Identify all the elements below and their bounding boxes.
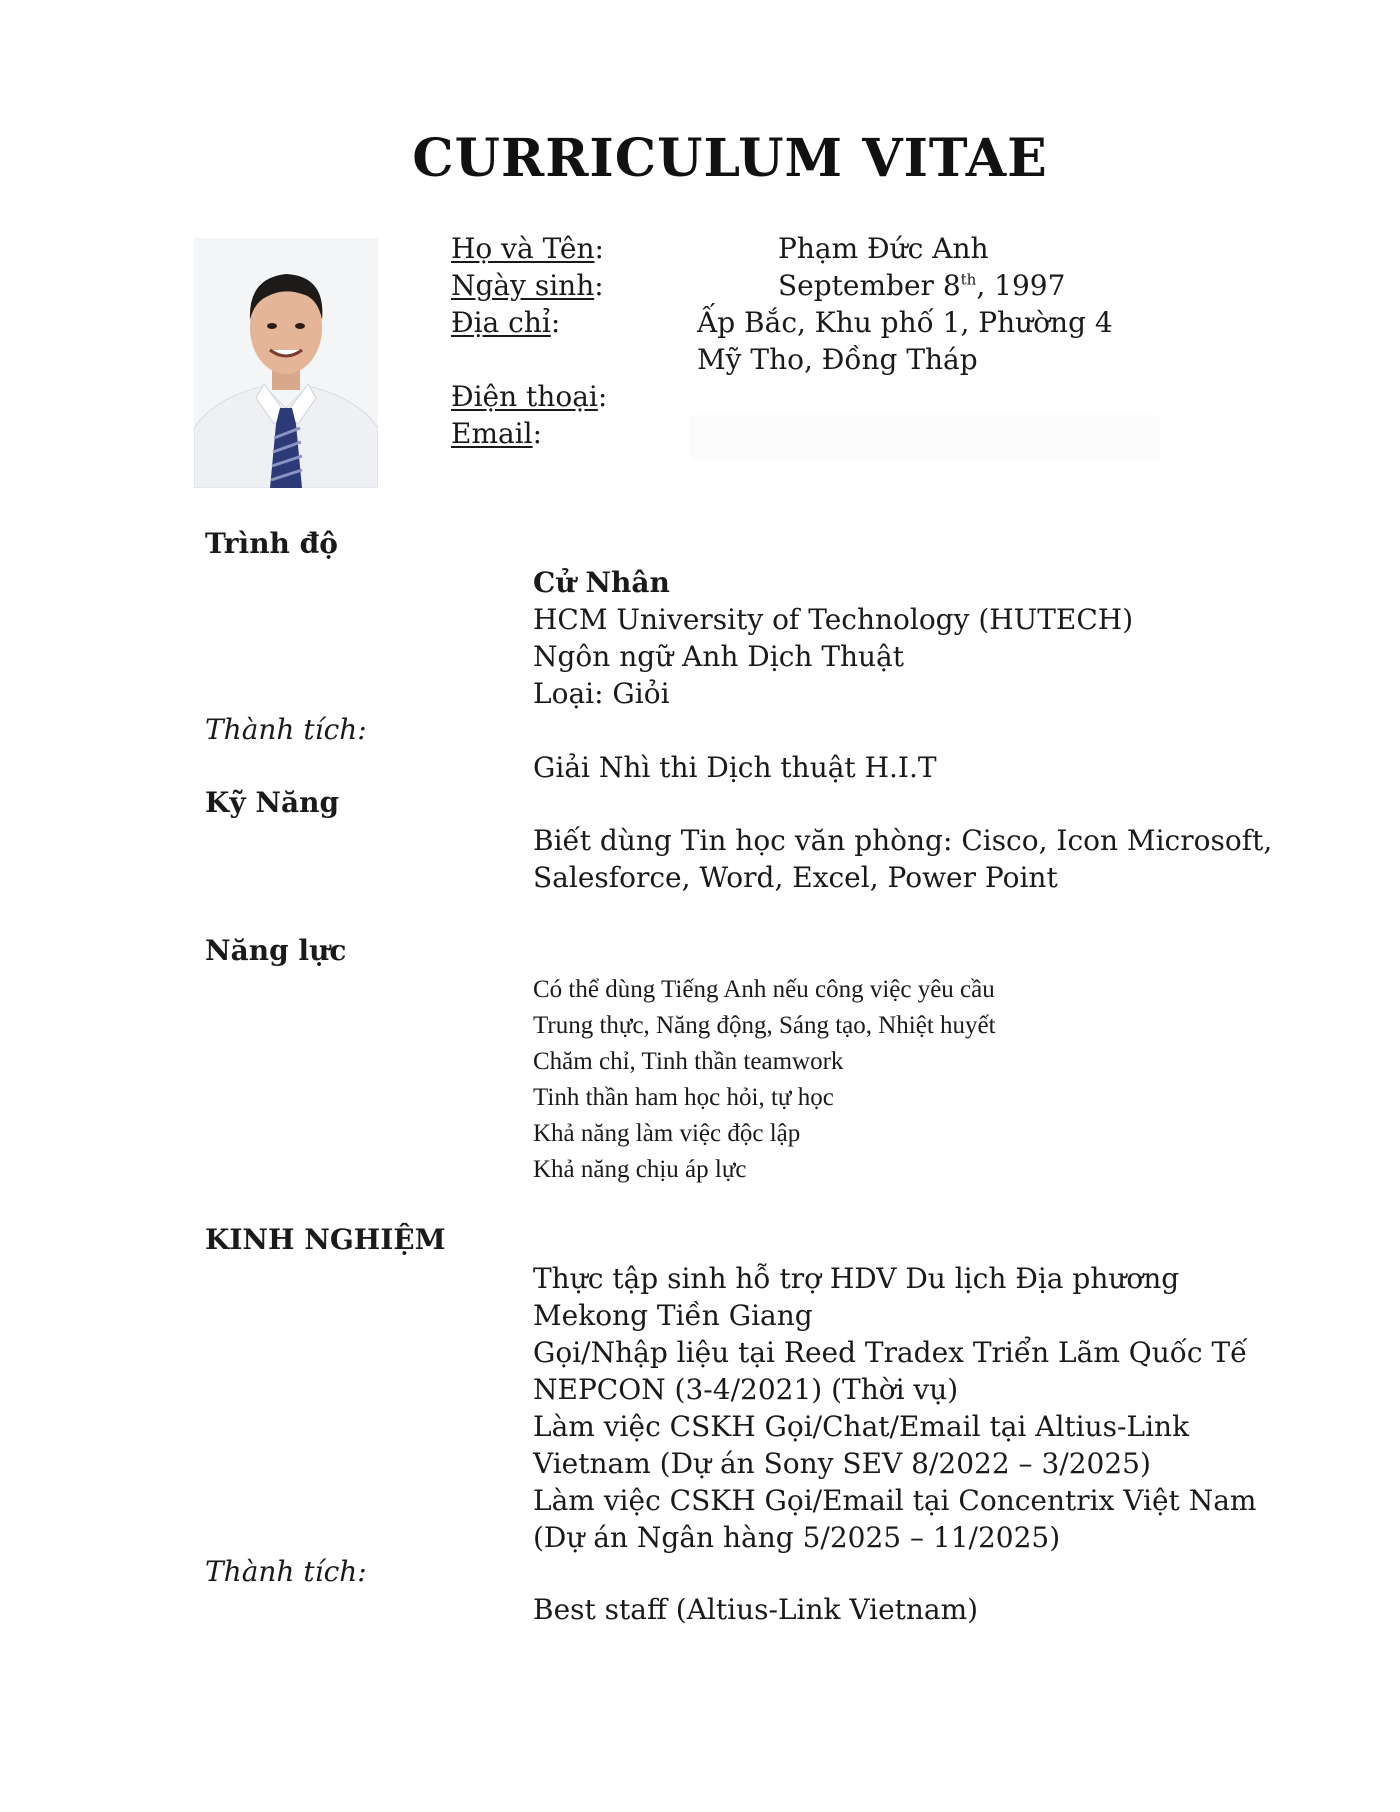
ability-item: Khả năng làm việc độc lập (533, 1120, 801, 1147)
experience-line: Mekong Tiền Giang (533, 1299, 813, 1332)
education-heading: Trình độ (205, 527, 338, 560)
education-major: Ngôn ngữ Anh Dịch Thuật (533, 640, 904, 673)
experience-achievement-label: Thành tích: (205, 1555, 367, 1588)
experience-line: Làm việc CSKH Gọi/Chat/Email tại Altius-Link (533, 1410, 1190, 1443)
redacted-contact (690, 415, 1160, 459)
experience-line: Gọi/Nhập liệu tại Reed Tradex Triển Lãm Quốc Tế (533, 1336, 1248, 1369)
experience-line: Làm việc CSKH Gọi/Email tại Concentrix Việt Nam (533, 1484, 1257, 1517)
ability-item: Tinh thần ham học hỏi, tự học (533, 1084, 834, 1111)
phone-label: Điện thoại: (451, 380, 608, 413)
ability-item: Có thể dùng Tiếng Anh nếu công việc yêu cầu (533, 976, 995, 1003)
name-label: Họ và Tên: (451, 232, 604, 265)
education-degree: Cử Nhân (533, 566, 670, 599)
education-school: HCM University of Technology (HUTECH) (533, 603, 1134, 636)
page-title: CURRICULUM VITAE (412, 128, 1048, 189)
dob-label: Ngày sinh: (451, 269, 604, 302)
education-achievement: Giải Nhì thi Dịch thuật H.I.T (533, 751, 937, 784)
portrait-photo (194, 238, 378, 488)
experience-heading: KINH NGHIỆM (205, 1223, 446, 1256)
education-grade: Loại: Giỏi (533, 677, 670, 710)
ability-item: Khả năng chịu áp lực (533, 1156, 747, 1183)
abilities-heading: Năng lực (205, 934, 347, 967)
experience-achievement: Best staff (Altius-Link Vietnam) (533, 1593, 979, 1626)
skills-line: Biết dùng Tin học văn phòng: Cisco, Icon Microsoft, (533, 824, 1273, 857)
skills-line: Salesforce, Word, Excel, Power Point (533, 861, 1058, 894)
address-line1: Ấp Bắc, Khu phố 1, Phường 4 (697, 306, 1113, 339)
education-achievement-label: Thành tích: (205, 713, 367, 746)
dob-value: September 8th, 1997 (778, 269, 1066, 302)
name-value: Phạm Đức Anh (778, 232, 989, 265)
portrait-image (194, 238, 378, 488)
experience-line: Thực tập sinh hỗ trợ HDV Du lịch Địa phương (533, 1262, 1180, 1295)
experience-line: Vietnam (Dự án Sony SEV 8/2022 – 3/2025) (533, 1447, 1151, 1480)
experience-line: (Dự án Ngân hàng 5/2025 – 11/2025) (533, 1521, 1061, 1554)
ability-item: Chăm chỉ, Tinh thần teamwork (533, 1048, 844, 1075)
experience-line: NEPCON (3-4/2021) (Thời vụ) (533, 1373, 959, 1406)
email-label: Email: (451, 417, 543, 450)
address-label: Địa chỉ: (451, 306, 561, 339)
skills-heading: Kỹ Năng (205, 786, 340, 819)
ability-item: Trung thực, Năng động, Sáng tạo, Nhiệt huyết (533, 1012, 996, 1039)
address-line2: Mỹ Tho, Đồng Tháp (697, 343, 978, 376)
